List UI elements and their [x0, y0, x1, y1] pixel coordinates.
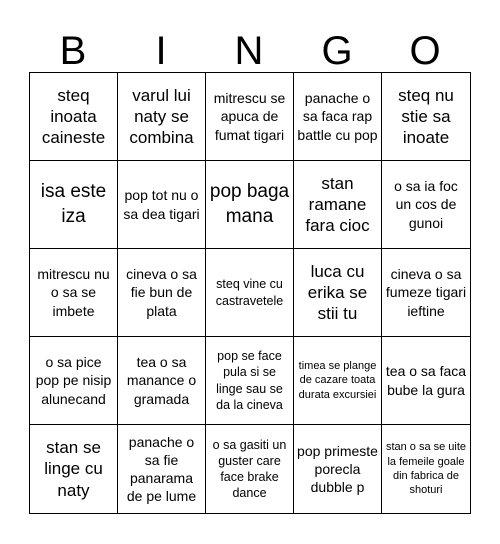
header-letter-o: O: [409, 29, 441, 73]
bingo-cell[interactable]: isa este iza: [30, 161, 118, 249]
bingo-cell[interactable]: pop primeste porecla dubble p: [294, 425, 382, 513]
bingo-cell[interactable]: stan ramane fara cioc: [294, 161, 382, 249]
bingo-cell[interactable]: pop se face pula si se linge sau se da la cineva: [206, 337, 294, 425]
bingo-cell[interactable]: o sa pice pop pe nisip alunecand: [30, 337, 118, 425]
bingo-cell[interactable]: o sa gasiti un guster care face brake dance: [206, 425, 294, 513]
bingo-cell[interactable]: pop tot nu o sa dea tigari: [118, 161, 206, 249]
bingo-cell[interactable]: steq nu stie sa inoate: [382, 73, 470, 161]
header-letter-n: N: [234, 29, 264, 73]
bingo-cell[interactable]: panache o sa faca rap battle cu pop: [294, 73, 382, 161]
bingo-cell[interactable]: steq inoata caineste: [30, 73, 118, 161]
bingo-cell[interactable]: tea o sa manance o gramada: [118, 337, 206, 425]
header-letter-b: B: [59, 29, 87, 73]
bingo-cell[interactable]: steq vine cu castravetele: [206, 249, 294, 337]
bingo-cell[interactable]: varul lui naty se combina: [118, 73, 206, 161]
bingo-cell[interactable]: panache o sa fie panarama de pe lume: [118, 425, 206, 513]
header-letter-i: I: [155, 29, 167, 73]
bingo-cell[interactable]: luca cu erika se stii tu: [294, 249, 382, 337]
header-letter-g: G: [321, 29, 353, 73]
bingo-cell[interactable]: tea o sa faca bube la gura: [382, 337, 470, 425]
bingo-cell[interactable]: mitrescu se apuca de fumat tigari: [206, 73, 294, 161]
bingo-cell[interactable]: stan se linge cu naty: [30, 425, 118, 513]
bingo-cell[interactable]: timea se plange de cazare toata durata excursiei: [294, 337, 382, 425]
bingo-cell[interactable]: pop baga mana: [206, 161, 294, 249]
bingo-cell[interactable]: stan o sa se uite la femeile goale din fabrica de shoturi: [385, 441, 467, 497]
bingo-cell[interactable]: o sa ia foc un cos de gunoi: [382, 161, 470, 249]
bingo-cell[interactable]: mitrescu nu o sa se imbete: [30, 249, 118, 337]
bingo-cell[interactable]: cineva o sa fumeze tigari ieftine: [382, 249, 470, 337]
bingo-cell[interactable]: cineva o sa fie bun de plata: [118, 249, 206, 337]
bingo-header: [30, 28, 470, 74]
bingo-grid: [29, 72, 471, 514]
